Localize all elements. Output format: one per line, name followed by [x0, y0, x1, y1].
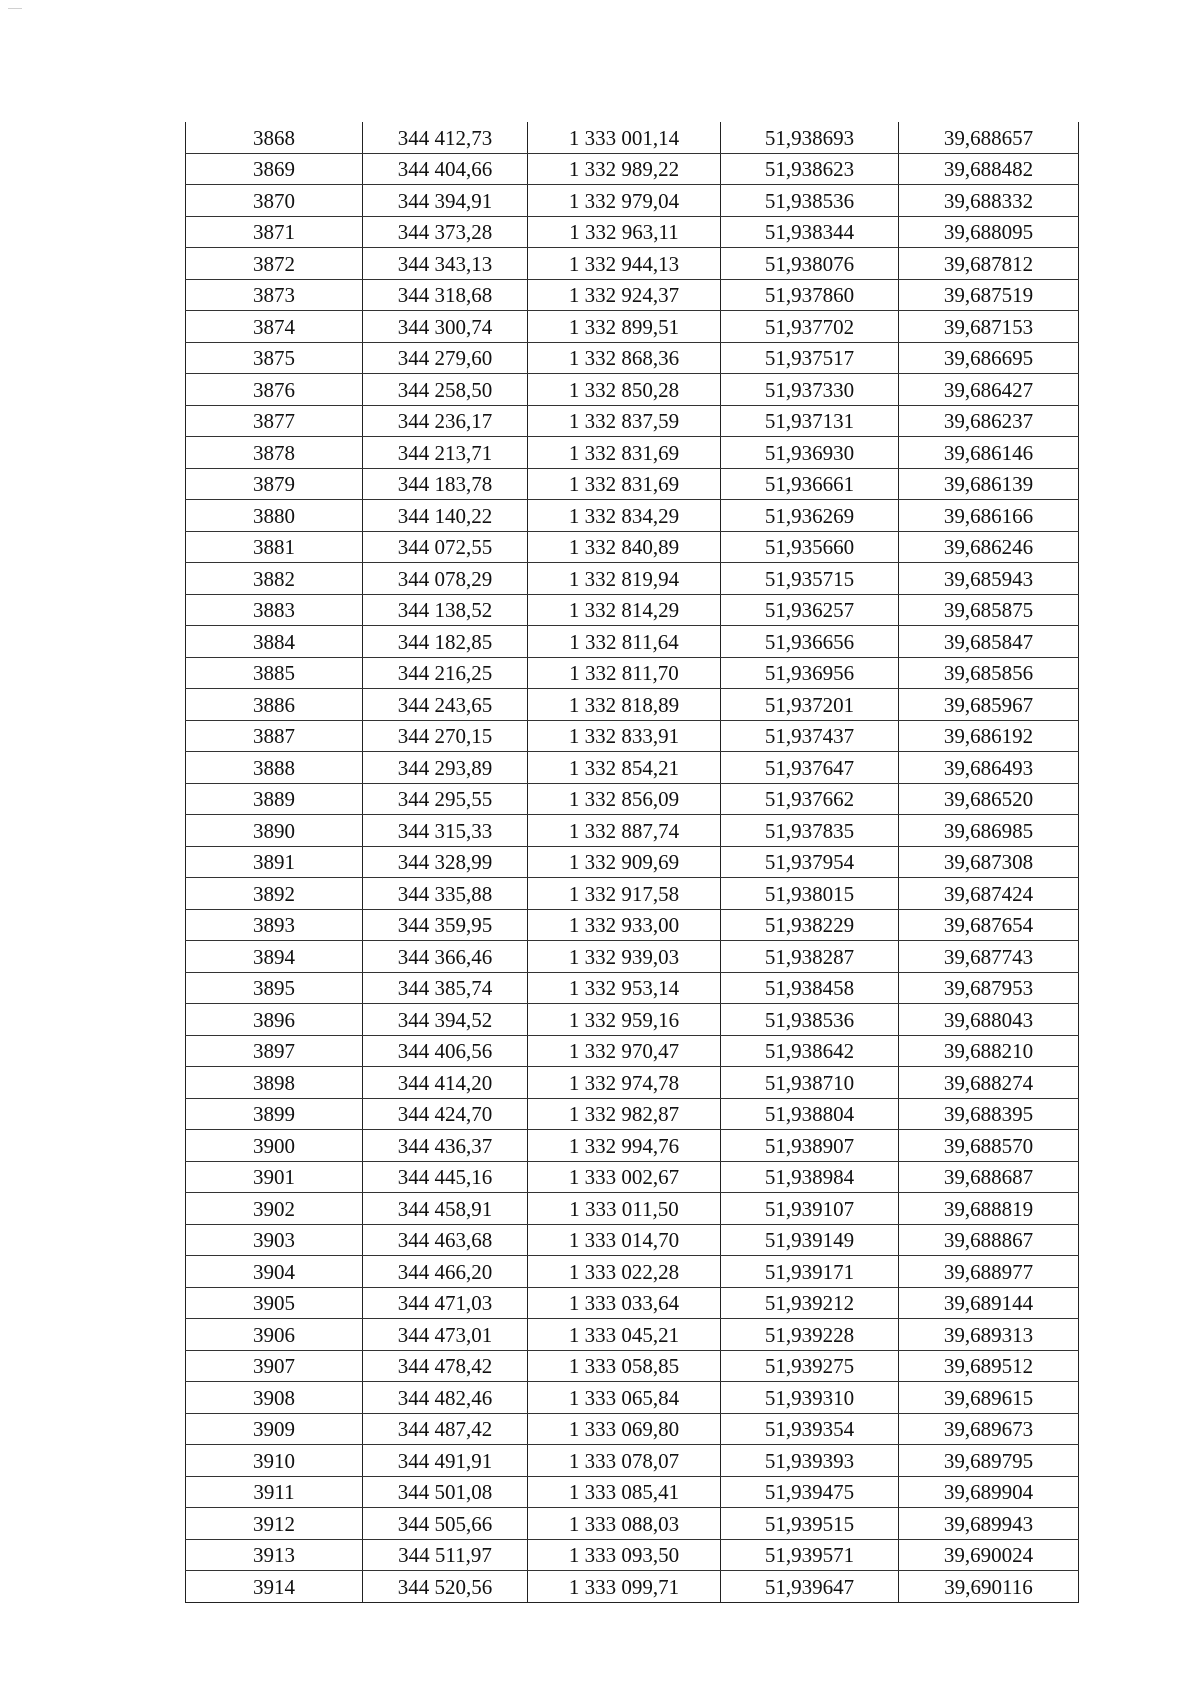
table-row	[186, 153, 1079, 185]
latitude-cell: 51,939171	[721, 1256, 899, 1288]
longitude-cell: 39,688657	[899, 122, 1079, 153]
point-number-cell: 3908	[186, 1382, 363, 1414]
longitude-cell: 39,688095	[899, 216, 1079, 248]
point-number-cell: 3893	[186, 909, 363, 941]
y-coordinate-cell: 1 332 953,14	[528, 972, 721, 1004]
table-row	[186, 1193, 1079, 1225]
point-number-cell: 3911	[186, 1476, 363, 1508]
table-row	[186, 626, 1079, 658]
table-row	[186, 1476, 1079, 1508]
point-number-cell: 3906	[186, 1319, 363, 1351]
table-row	[186, 216, 1079, 248]
table-row	[186, 783, 1079, 815]
longitude-cell: 39,687654	[899, 909, 1079, 941]
point-number-cell: 3880	[186, 500, 363, 532]
y-coordinate-cell: 1 333 093,50	[528, 1539, 721, 1571]
x-coordinate-cell: 344 482,46	[363, 1382, 528, 1414]
y-coordinate-cell: 1 332 868,36	[528, 342, 721, 374]
x-coordinate-cell: 344 511,97	[363, 1539, 528, 1571]
latitude-cell: 51,935715	[721, 563, 899, 595]
latitude-cell: 51,936269	[721, 500, 899, 532]
longitude-cell: 39,688687	[899, 1161, 1079, 1193]
y-coordinate-cell: 1 332 854,21	[528, 752, 721, 784]
x-coordinate-cell: 344 343,13	[363, 248, 528, 280]
y-coordinate-cell: 1 332 811,64	[528, 626, 721, 658]
longitude-cell: 39,687308	[899, 846, 1079, 878]
latitude-cell: 51,938536	[721, 185, 899, 217]
latitude-cell: 51,936930	[721, 437, 899, 469]
latitude-cell: 51,938287	[721, 941, 899, 973]
point-number-cell: 3905	[186, 1287, 363, 1319]
point-number-cell: 3909	[186, 1413, 363, 1445]
x-coordinate-cell: 344 328,99	[363, 846, 528, 878]
point-number-cell: 3912	[186, 1508, 363, 1540]
longitude-cell: 39,686985	[899, 815, 1079, 847]
table-row	[186, 122, 1079, 153]
y-coordinate-cell: 1 332 963,11	[528, 216, 721, 248]
x-coordinate-cell: 344 491,91	[363, 1445, 528, 1477]
table-row	[186, 878, 1079, 910]
x-coordinate-cell: 344 412,73	[363, 122, 528, 153]
x-coordinate-cell: 344 183,78	[363, 468, 528, 500]
latitude-cell: 51,939107	[721, 1193, 899, 1225]
y-coordinate-cell: 1 332 970,47	[528, 1035, 721, 1067]
table-row	[186, 1413, 1079, 1445]
y-coordinate-cell: 1 333 014,70	[528, 1224, 721, 1256]
x-coordinate-cell: 344 414,20	[363, 1067, 528, 1099]
table-row	[186, 1161, 1079, 1193]
table-row	[186, 248, 1079, 280]
table-row	[186, 720, 1079, 752]
longitude-cell: 39,687743	[899, 941, 1079, 973]
y-coordinate-cell: 1 332 982,87	[528, 1098, 721, 1130]
x-coordinate-cell: 344 335,88	[363, 878, 528, 910]
longitude-cell: 39,689512	[899, 1350, 1079, 1382]
y-coordinate-cell: 1 332 850,28	[528, 374, 721, 406]
latitude-cell: 51,939275	[721, 1350, 899, 1382]
table-row	[186, 752, 1079, 784]
latitude-cell: 51,938458	[721, 972, 899, 1004]
point-number-cell: 3883	[186, 594, 363, 626]
point-number-cell: 3868	[186, 122, 363, 153]
x-coordinate-cell: 344 478,42	[363, 1350, 528, 1382]
table-row	[186, 1130, 1079, 1162]
longitude-cell: 39,685967	[899, 689, 1079, 721]
y-coordinate-cell: 1 332 939,03	[528, 941, 721, 973]
x-coordinate-cell: 344 270,15	[363, 720, 528, 752]
latitude-cell: 51,939515	[721, 1508, 899, 1540]
point-number-cell: 3892	[186, 878, 363, 910]
x-coordinate-cell: 344 300,74	[363, 311, 528, 343]
x-coordinate-cell: 344 471,03	[363, 1287, 528, 1319]
latitude-cell: 51,938229	[721, 909, 899, 941]
latitude-cell: 51,938536	[721, 1004, 899, 1036]
latitude-cell: 51,936956	[721, 657, 899, 689]
longitude-cell: 39,688274	[899, 1067, 1079, 1099]
y-coordinate-cell: 1 332 856,09	[528, 783, 721, 815]
point-number-cell: 3873	[186, 279, 363, 311]
coordinates-table	[185, 122, 1079, 1603]
longitude-cell: 39,687812	[899, 248, 1079, 280]
x-coordinate-cell: 344 520,56	[363, 1571, 528, 1603]
x-coordinate-cell: 344 487,42	[363, 1413, 528, 1445]
table-row	[186, 1287, 1079, 1319]
latitude-cell: 51,939212	[721, 1287, 899, 1319]
point-number-cell: 3888	[186, 752, 363, 784]
point-number-cell: 3913	[186, 1539, 363, 1571]
table-row	[186, 1539, 1079, 1571]
table-row	[186, 374, 1079, 406]
table-row	[186, 1098, 1079, 1130]
longitude-cell: 39,686493	[899, 752, 1079, 784]
longitude-cell: 39,686695	[899, 342, 1079, 374]
y-coordinate-cell: 1 332 909,69	[528, 846, 721, 878]
point-number-cell: 3872	[186, 248, 363, 280]
table-row	[186, 909, 1079, 941]
longitude-cell: 39,686237	[899, 405, 1079, 437]
longitude-cell: 39,688867	[899, 1224, 1079, 1256]
latitude-cell: 51,938804	[721, 1098, 899, 1130]
y-coordinate-cell: 1 333 085,41	[528, 1476, 721, 1508]
point-number-cell: 3914	[186, 1571, 363, 1603]
point-number-cell: 3903	[186, 1224, 363, 1256]
x-coordinate-cell: 344 216,25	[363, 657, 528, 689]
point-number-cell: 3869	[186, 153, 363, 185]
latitude-cell: 51,938015	[721, 878, 899, 910]
latitude-cell: 51,938642	[721, 1035, 899, 1067]
longitude-cell: 39,686146	[899, 437, 1079, 469]
latitude-cell: 51,937647	[721, 752, 899, 784]
y-coordinate-cell: 1 332 974,78	[528, 1067, 721, 1099]
y-coordinate-cell: 1 333 011,50	[528, 1193, 721, 1225]
longitude-cell: 39,689673	[899, 1413, 1079, 1445]
x-coordinate-cell: 344 373,28	[363, 216, 528, 248]
latitude-cell: 51,938693	[721, 122, 899, 153]
point-number-cell: 3874	[186, 311, 363, 343]
point-number-cell: 3896	[186, 1004, 363, 1036]
table-row	[186, 1035, 1079, 1067]
table-row	[186, 563, 1079, 595]
y-coordinate-cell: 1 332 994,76	[528, 1130, 721, 1162]
longitude-cell: 39,688210	[899, 1035, 1079, 1067]
y-coordinate-cell: 1 332 831,69	[528, 468, 721, 500]
point-number-cell: 3895	[186, 972, 363, 1004]
latitude-cell: 51,938623	[721, 153, 899, 185]
point-number-cell: 3878	[186, 437, 363, 469]
y-coordinate-cell: 1 333 033,64	[528, 1287, 721, 1319]
longitude-cell: 39,687519	[899, 279, 1079, 311]
y-coordinate-cell: 1 332 837,59	[528, 405, 721, 437]
longitude-cell: 39,688819	[899, 1193, 1079, 1225]
x-coordinate-cell: 344 243,65	[363, 689, 528, 721]
point-number-cell: 3879	[186, 468, 363, 500]
y-coordinate-cell: 1 332 819,94	[528, 563, 721, 595]
latitude-cell: 51,937330	[721, 374, 899, 406]
y-coordinate-cell: 1 333 001,14	[528, 122, 721, 153]
y-coordinate-cell: 1 332 814,29	[528, 594, 721, 626]
point-number-cell: 3907	[186, 1350, 363, 1382]
x-coordinate-cell: 344 138,52	[363, 594, 528, 626]
x-coordinate-cell: 344 501,08	[363, 1476, 528, 1508]
x-coordinate-cell: 344 072,55	[363, 531, 528, 563]
table-row	[186, 279, 1079, 311]
x-coordinate-cell: 344 463,68	[363, 1224, 528, 1256]
table-row	[186, 1445, 1079, 1477]
x-coordinate-cell: 344 385,74	[363, 972, 528, 1004]
y-coordinate-cell: 1 332 989,22	[528, 153, 721, 185]
x-coordinate-cell: 344 078,29	[363, 563, 528, 595]
longitude-cell: 39,685847	[899, 626, 1079, 658]
table-row	[186, 1224, 1079, 1256]
latitude-cell: 51,938907	[721, 1130, 899, 1162]
longitude-cell: 39,686139	[899, 468, 1079, 500]
latitude-cell: 51,939475	[721, 1476, 899, 1508]
latitude-cell: 51,937860	[721, 279, 899, 311]
y-coordinate-cell: 1 332 840,89	[528, 531, 721, 563]
point-number-cell: 3876	[186, 374, 363, 406]
y-coordinate-cell: 1 332 887,74	[528, 815, 721, 847]
longitude-cell: 39,686246	[899, 531, 1079, 563]
point-number-cell: 3882	[186, 563, 363, 595]
y-coordinate-cell: 1 332 979,04	[528, 185, 721, 217]
latitude-cell: 51,939647	[721, 1571, 899, 1603]
latitude-cell: 51,937954	[721, 846, 899, 878]
y-coordinate-cell: 1 333 065,84	[528, 1382, 721, 1414]
y-coordinate-cell: 1 332 833,91	[528, 720, 721, 752]
table-row	[186, 437, 1079, 469]
x-coordinate-cell: 344 424,70	[363, 1098, 528, 1130]
x-coordinate-cell: 344 473,01	[363, 1319, 528, 1351]
latitude-cell: 51,936661	[721, 468, 899, 500]
y-coordinate-cell: 1 333 069,80	[528, 1413, 721, 1445]
table-row	[186, 1004, 1079, 1036]
x-coordinate-cell: 344 394,91	[363, 185, 528, 217]
point-number-cell: 3886	[186, 689, 363, 721]
y-coordinate-cell: 1 333 022,28	[528, 1256, 721, 1288]
y-coordinate-cell: 1 332 834,29	[528, 500, 721, 532]
x-coordinate-cell: 344 295,55	[363, 783, 528, 815]
longitude-cell: 39,690024	[899, 1539, 1079, 1571]
longitude-cell: 39,689904	[899, 1476, 1079, 1508]
y-coordinate-cell: 1 332 944,13	[528, 248, 721, 280]
table-row	[186, 815, 1079, 847]
latitude-cell: 51,937662	[721, 783, 899, 815]
longitude-cell: 39,685856	[899, 657, 1079, 689]
latitude-cell: 51,937517	[721, 342, 899, 374]
longitude-cell: 39,689615	[899, 1382, 1079, 1414]
latitude-cell: 51,939354	[721, 1413, 899, 1445]
table-row	[186, 1067, 1079, 1099]
table-row	[186, 185, 1079, 217]
latitude-cell: 51,937201	[721, 689, 899, 721]
x-coordinate-cell: 344 445,16	[363, 1161, 528, 1193]
longitude-cell: 39,687953	[899, 972, 1079, 1004]
x-coordinate-cell: 344 258,50	[363, 374, 528, 406]
point-number-cell: 3890	[186, 815, 363, 847]
x-coordinate-cell: 344 140,22	[363, 500, 528, 532]
y-coordinate-cell: 1 333 058,85	[528, 1350, 721, 1382]
longitude-cell: 39,688043	[899, 1004, 1079, 1036]
longitude-cell: 39,688570	[899, 1130, 1079, 1162]
point-number-cell: 3891	[186, 846, 363, 878]
longitude-cell: 39,689795	[899, 1445, 1079, 1477]
table-row	[186, 1382, 1079, 1414]
latitude-cell: 51,939393	[721, 1445, 899, 1477]
longitude-cell: 39,688332	[899, 185, 1079, 217]
y-coordinate-cell: 1 332 818,89	[528, 689, 721, 721]
x-coordinate-cell: 344 236,17	[363, 405, 528, 437]
y-coordinate-cell: 1 332 831,69	[528, 437, 721, 469]
table-row	[186, 941, 1079, 973]
table-row	[186, 1256, 1079, 1288]
x-coordinate-cell: 344 279,60	[363, 342, 528, 374]
scan-artifact	[8, 8, 22, 9]
point-number-cell: 3870	[186, 185, 363, 217]
point-number-cell: 3871	[186, 216, 363, 248]
table-row	[186, 1508, 1079, 1540]
x-coordinate-cell: 344 406,56	[363, 1035, 528, 1067]
y-coordinate-cell: 1 333 088,03	[528, 1508, 721, 1540]
x-coordinate-cell: 344 366,46	[363, 941, 528, 973]
y-coordinate-cell: 1 332 811,70	[528, 657, 721, 689]
x-coordinate-cell: 344 213,71	[363, 437, 528, 469]
longitude-cell: 39,686166	[899, 500, 1079, 532]
latitude-cell: 51,938710	[721, 1067, 899, 1099]
latitude-cell: 51,938984	[721, 1161, 899, 1193]
longitude-cell: 39,686427	[899, 374, 1079, 406]
latitude-cell: 51,935660	[721, 531, 899, 563]
y-coordinate-cell: 1 333 045,21	[528, 1319, 721, 1351]
point-number-cell: 3889	[186, 783, 363, 815]
table-row	[186, 689, 1079, 721]
point-number-cell: 3904	[186, 1256, 363, 1288]
latitude-cell: 51,937131	[721, 405, 899, 437]
table-row	[186, 594, 1079, 626]
longitude-cell: 39,688482	[899, 153, 1079, 185]
longitude-cell: 39,687424	[899, 878, 1079, 910]
longitude-cell: 39,690116	[899, 1571, 1079, 1603]
point-number-cell: 3901	[186, 1161, 363, 1193]
longitude-cell: 39,689943	[899, 1508, 1079, 1540]
x-coordinate-cell: 344 359,95	[363, 909, 528, 941]
longitude-cell: 39,688395	[899, 1098, 1079, 1130]
longitude-cell: 39,687153	[899, 311, 1079, 343]
longitude-cell: 39,685875	[899, 594, 1079, 626]
longitude-cell: 39,685943	[899, 563, 1079, 595]
y-coordinate-cell: 1 333 078,07	[528, 1445, 721, 1477]
latitude-cell: 51,937702	[721, 311, 899, 343]
point-number-cell: 3875	[186, 342, 363, 374]
latitude-cell: 51,936656	[721, 626, 899, 658]
point-number-cell: 3887	[186, 720, 363, 752]
table-row	[186, 1571, 1079, 1603]
x-coordinate-cell: 344 293,89	[363, 752, 528, 784]
longitude-cell: 39,689144	[899, 1287, 1079, 1319]
point-number-cell: 3881	[186, 531, 363, 563]
x-coordinate-cell: 344 436,37	[363, 1130, 528, 1162]
table-row	[186, 405, 1079, 437]
x-coordinate-cell: 344 394,52	[363, 1004, 528, 1036]
point-number-cell: 3902	[186, 1193, 363, 1225]
latitude-cell: 51,936257	[721, 594, 899, 626]
latitude-cell: 51,937437	[721, 720, 899, 752]
x-coordinate-cell: 344 315,33	[363, 815, 528, 847]
y-coordinate-cell: 1 333 099,71	[528, 1571, 721, 1603]
table-row	[186, 468, 1079, 500]
point-number-cell: 3899	[186, 1098, 363, 1130]
table-row	[186, 657, 1079, 689]
point-number-cell: 3885	[186, 657, 363, 689]
latitude-cell: 51,938344	[721, 216, 899, 248]
latitude-cell: 51,939310	[721, 1382, 899, 1414]
longitude-cell: 39,688977	[899, 1256, 1079, 1288]
y-coordinate-cell: 1 332 917,58	[528, 878, 721, 910]
y-coordinate-cell: 1 332 959,16	[528, 1004, 721, 1036]
coordinates-table-body	[186, 122, 1079, 1602]
longitude-cell: 39,686192	[899, 720, 1079, 752]
latitude-cell: 51,939228	[721, 1319, 899, 1351]
x-coordinate-cell: 344 466,20	[363, 1256, 528, 1288]
latitude-cell: 51,937835	[721, 815, 899, 847]
table-row	[186, 1350, 1079, 1382]
point-number-cell: 3894	[186, 941, 363, 973]
table-row	[186, 1319, 1079, 1351]
longitude-cell: 39,686520	[899, 783, 1079, 815]
longitude-cell: 39,689313	[899, 1319, 1079, 1351]
point-number-cell: 3897	[186, 1035, 363, 1067]
table-row	[186, 500, 1079, 532]
y-coordinate-cell: 1 332 899,51	[528, 311, 721, 343]
x-coordinate-cell: 344 505,66	[363, 1508, 528, 1540]
point-number-cell: 3900	[186, 1130, 363, 1162]
point-number-cell: 3884	[186, 626, 363, 658]
table-row	[186, 311, 1079, 343]
table-row	[186, 342, 1079, 374]
y-coordinate-cell: 1 332 933,00	[528, 909, 721, 941]
table-row	[186, 846, 1079, 878]
x-coordinate-cell: 344 182,85	[363, 626, 528, 658]
latitude-cell: 51,939571	[721, 1539, 899, 1571]
table-row	[186, 972, 1079, 1004]
latitude-cell: 51,938076	[721, 248, 899, 280]
table-row	[186, 531, 1079, 563]
x-coordinate-cell: 344 318,68	[363, 279, 528, 311]
point-number-cell: 3898	[186, 1067, 363, 1099]
point-number-cell: 3877	[186, 405, 363, 437]
x-coordinate-cell: 344 458,91	[363, 1193, 528, 1225]
x-coordinate-cell: 344 404,66	[363, 153, 528, 185]
latitude-cell: 51,939149	[721, 1224, 899, 1256]
y-coordinate-cell: 1 333 002,67	[528, 1161, 721, 1193]
point-number-cell: 3910	[186, 1445, 363, 1477]
y-coordinate-cell: 1 332 924,37	[528, 279, 721, 311]
